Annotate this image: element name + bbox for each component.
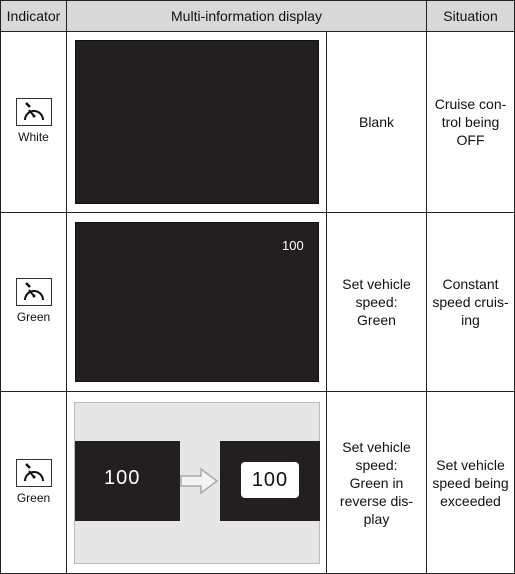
set-speed-normal: 100 bbox=[104, 467, 141, 489]
row1-description: Blank bbox=[326, 31, 427, 213]
speed-display-screen bbox=[75, 222, 319, 382]
cruise-control-icon bbox=[16, 98, 52, 126]
row3-display-cell bbox=[66, 391, 327, 574]
row1-indicator bbox=[0, 31, 67, 213]
indicator-color-label: Green bbox=[16, 310, 51, 324]
header-display bbox=[66, 0, 427, 32]
row2-indicator bbox=[0, 212, 67, 392]
row3-indicator bbox=[0, 391, 67, 574]
row2-display-cell bbox=[66, 212, 327, 392]
row1-situation: Cruise con- trol being OFF bbox=[426, 31, 515, 213]
indicator-color-label: White bbox=[18, 130, 49, 144]
row3-description: Set vehicle speed: Green in reverse dis- play bbox=[326, 391, 427, 574]
set-speed-reverse: 100 bbox=[241, 462, 299, 498]
arrow-right-icon bbox=[179, 467, 219, 495]
header-situation bbox=[426, 0, 515, 32]
cruise-control-icon bbox=[16, 459, 52, 487]
header-indicator-label: Indicator bbox=[6, 8, 61, 24]
reverse-display-panel bbox=[220, 441, 320, 521]
row2-description: Set vehicle speed: Green bbox=[326, 212, 427, 392]
indicator-color-label: Green bbox=[16, 490, 51, 505]
cruise-control-icon bbox=[16, 278, 52, 306]
row2-situation: Constant speed cruis- ing bbox=[426, 212, 515, 392]
header-display-label: Multi-information display bbox=[171, 8, 322, 24]
blank-display-screen bbox=[75, 40, 319, 204]
set-speed-value: 100 bbox=[282, 238, 304, 253]
normal-display-panel bbox=[75, 441, 180, 521]
transition-display-screen bbox=[74, 402, 320, 564]
row3-situation: Set vehicle speed being exceeded bbox=[426, 391, 515, 574]
header-situation-label: Situation bbox=[443, 8, 498, 24]
header-indicator bbox=[0, 0, 67, 32]
row1-display-cell bbox=[66, 31, 327, 213]
